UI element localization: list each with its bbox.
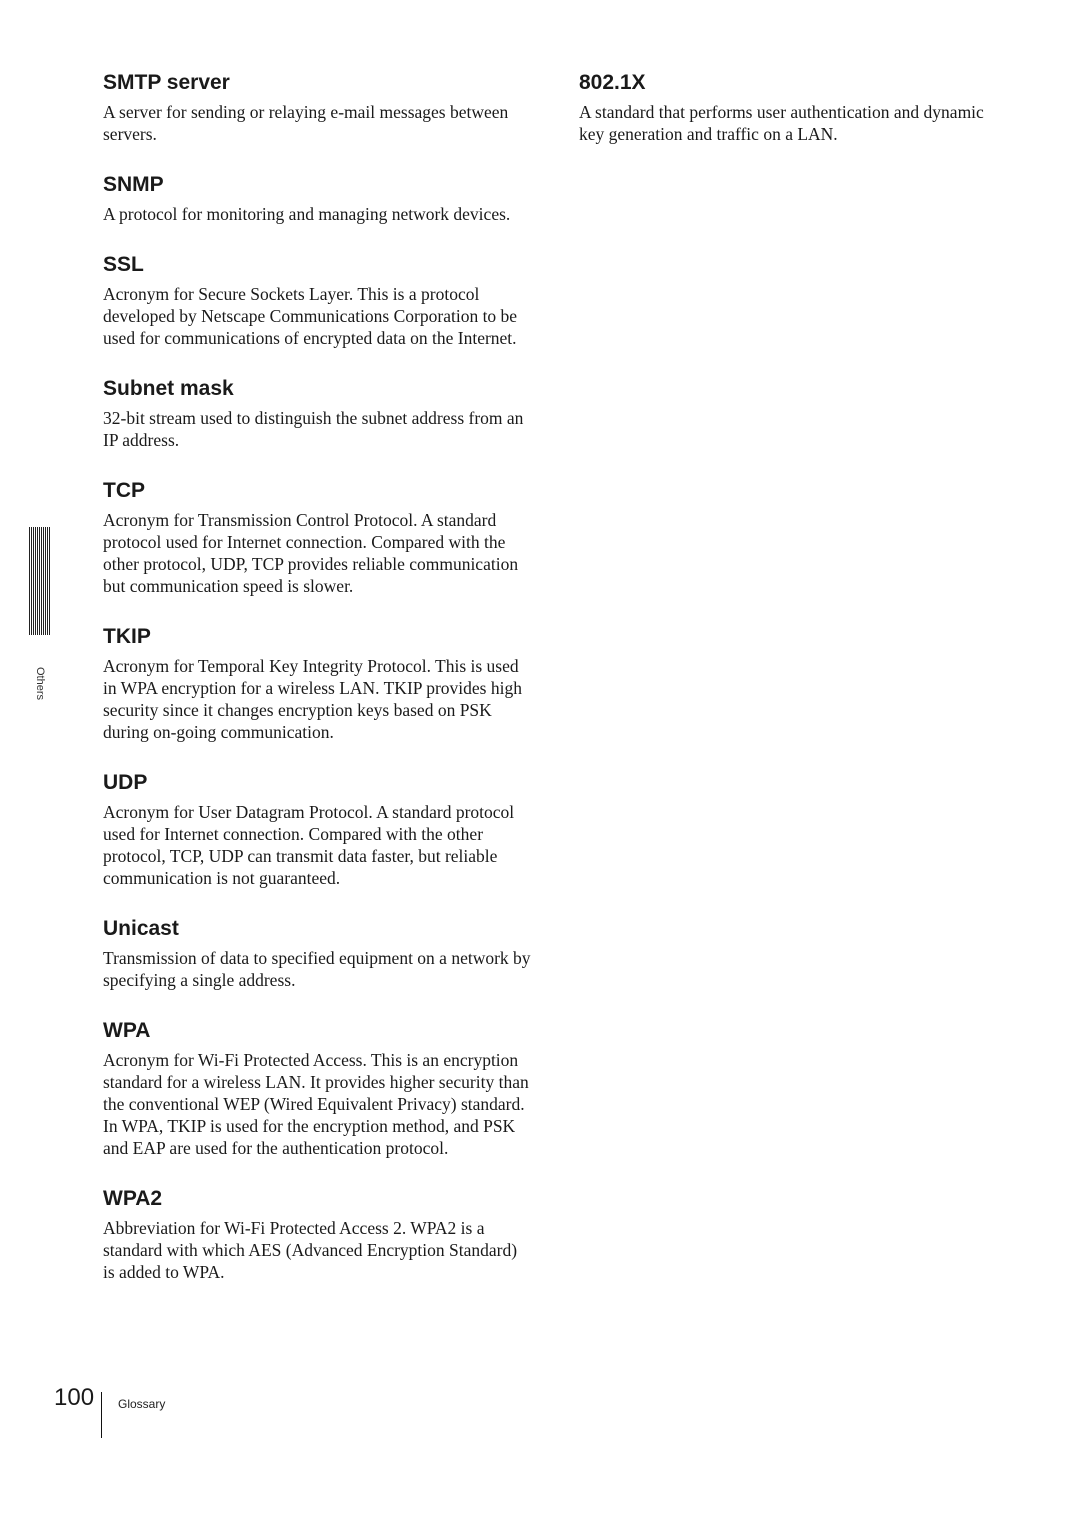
- page-number: 100: [54, 1384, 95, 1411]
- glossary-entry-wpa2: [103, 1184, 533, 1283]
- glossary-term: WPA2: [103, 1187, 163, 1210]
- glossary-entry-snmp: [103, 170, 533, 225]
- glossary-entry-subnet-mask: [103, 374, 533, 451]
- glossary-definition: Acronym for Secure Sockets Layer. This is a protocol developed by Netscape Communications Corporation to be used for communications of encrypted data on the Internet.: [103, 284, 518, 348]
- glossary-left-column: [103, 68, 533, 1308]
- glossary-term: WPA: [103, 1019, 151, 1042]
- glossary-entry-ssl: [103, 250, 533, 349]
- glossary-entry-tcp: [103, 476, 533, 597]
- glossary-definition: Abbreviation for Wi-Fi Protected Access 2. WPA2 is a standard with which AES (Advanced Encryption Standard) is added to WPA.: [103, 1218, 518, 1282]
- glossary-definition: A protocol for monitoring and managing network devices.: [103, 204, 511, 224]
- glossary-term: 802.1X: [579, 71, 646, 94]
- glossary-definition: Transmission of data to specified equipment on a network by specifying a single address.: [103, 948, 531, 990]
- glossary-definition: Acronym for User Datagram Protocol. A standard protocol used for Internet connection. Compared with the other protocol, TCP, UDP can transmit data faster, but reliable communication is not guaranteed.: [103, 802, 515, 888]
- glossary-definition: Acronym for Transmission Control Protocol. A standard protocol used for Internet connection. Compared with the other protocol, UDP, TCP provides reliable communication but communication speed is slower.: [103, 510, 519, 596]
- footer-divider: [101, 1392, 102, 1438]
- glossary-entry-802-1x: [579, 68, 999, 145]
- glossary-term: Subnet mask: [103, 377, 234, 400]
- glossary-term: UDP: [103, 771, 148, 794]
- glossary-entry-tkip: [103, 622, 533, 743]
- glossary-term: SNMP: [103, 173, 164, 196]
- glossary-right-column: [579, 68, 999, 170]
- glossary-entry-smtp-server: [103, 68, 533, 145]
- glossary-entry-udp: [103, 768, 533, 889]
- glossary-term: Unicast: [103, 917, 179, 940]
- glossary-entry-wpa: [103, 1016, 533, 1159]
- glossary-term: TCP: [103, 479, 145, 502]
- section-tab-marker: [29, 527, 51, 635]
- glossary-definition: Acronym for Wi-Fi Protected Access. This is an encryption standard for a wireless LAN. It provides higher security than the conventional WEP (Wired Equivalent Privacy) standard. In WPA, TKIP is used for the encryption method, and PSK and EAP are used for the authentication protocol.: [103, 1050, 529, 1158]
- glossary-definition: Acronym for Temporal Key Integrity Protocol. This is used in WPA encryption for a wireless LAN. TKIP provides high security since it changes encryption keys based on PSK during on-going communication.: [103, 656, 522, 742]
- section-tab-label: Others: [34, 667, 46, 701]
- glossary-definition: A server for sending or relaying e-mail messages between servers.: [103, 102, 509, 144]
- footer-section-title: Glossary: [118, 1397, 166, 1411]
- glossary-definition: 32-bit stream used to distinguish the subnet address from an IP address.: [103, 408, 524, 450]
- glossary-term: TKIP: [103, 625, 151, 648]
- glossary-entry-unicast: [103, 914, 533, 991]
- glossary-term: SMTP server: [103, 71, 230, 94]
- glossary-term: SSL: [103, 253, 144, 276]
- glossary-definition: A standard that performs user authentication and dynamic key generation and traffic on a LAN.: [579, 102, 984, 144]
